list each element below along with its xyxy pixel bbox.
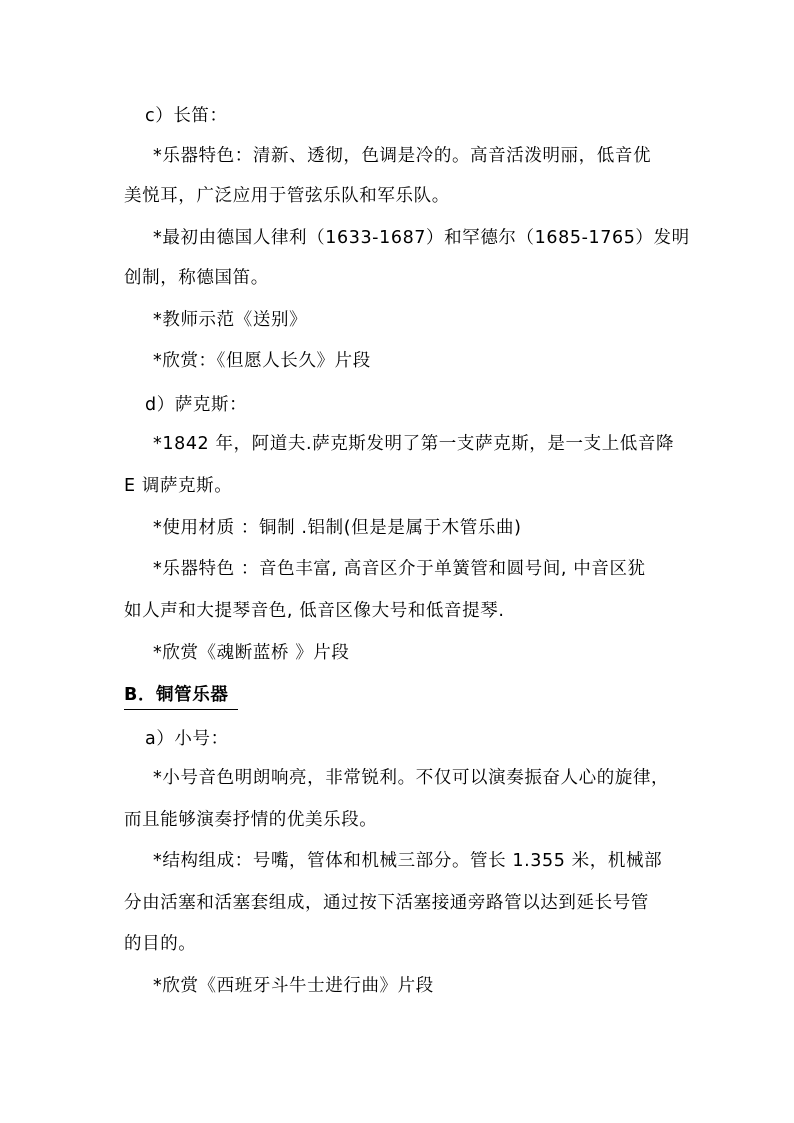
brass-section-heading: B．铜管乐器 bbox=[124, 685, 229, 705]
saxophone-features-line-1: *乐器特色 ：音色丰富, 高音区介于单簧管和圆号间, 中音区犹 bbox=[153, 559, 646, 579]
trumpet-timbre-line-1: *小号音色明朗响亮，非常锐利。不仅可以演奏振奋人心的旋律， bbox=[153, 768, 670, 788]
flute-features-line-2: 美悦耳，广泛应用于管弦乐队和军乐队。 bbox=[124, 186, 450, 206]
flute-history-line-1: *最初由德国人律利（1633-1687）和罕德尔（1685-1765）发明 bbox=[153, 228, 690, 248]
trumpet-timbre-line-2: 而且能够演奏抒情的优美乐段。 bbox=[124, 810, 378, 830]
saxophone-features-line-2: 如人声和大提琴音色, 低音区像大号和低音提琴. bbox=[124, 601, 505, 621]
trumpet-listening-line: *欣赏《西班牙斗牛士进行曲》片段 bbox=[153, 976, 434, 996]
flute-listening-line: *欣赏：《但愿人长久》片段 bbox=[153, 351, 371, 371]
trumpet-structure-line-1: *结构组成：号嘴，管体和机械三部分。管长 1.355 米，机械部 bbox=[153, 851, 663, 871]
flute-features-line-1: *乐器特色：清新、透彻，色调是冷的。高音活泼明丽，低音优 bbox=[153, 146, 652, 166]
saxophone-subheading: d）萨克斯： bbox=[145, 395, 248, 415]
heading-underline bbox=[124, 709, 238, 710]
trumpet-subheading: a）小号： bbox=[145, 729, 229, 749]
saxophone-history-line-1: *1842 年，阿道夫.萨克斯发明了第一支萨克斯，是一支上低音降 bbox=[153, 434, 675, 454]
saxophone-material-line: *使用材质 ：铜制 .铝制(但是是属于木管乐曲) bbox=[153, 518, 522, 538]
saxophone-listening-line: *欣赏《魂断蓝桥 》片段 bbox=[153, 643, 350, 663]
trumpet-structure-line-2: 分由活塞和活塞套组成，通过按下活塞接通旁路管以达到延长号管 bbox=[124, 893, 649, 913]
flute-history-line-2: 创制，称德国笛。 bbox=[124, 268, 269, 288]
trumpet-structure-line-3: 的目的。 bbox=[124, 934, 197, 954]
flute-subheading: c）长笛： bbox=[145, 106, 228, 126]
flute-demo-line: *教师示范《送别》 bbox=[153, 310, 308, 330]
saxophone-history-line-2: E 调萨克斯。 bbox=[124, 476, 233, 496]
